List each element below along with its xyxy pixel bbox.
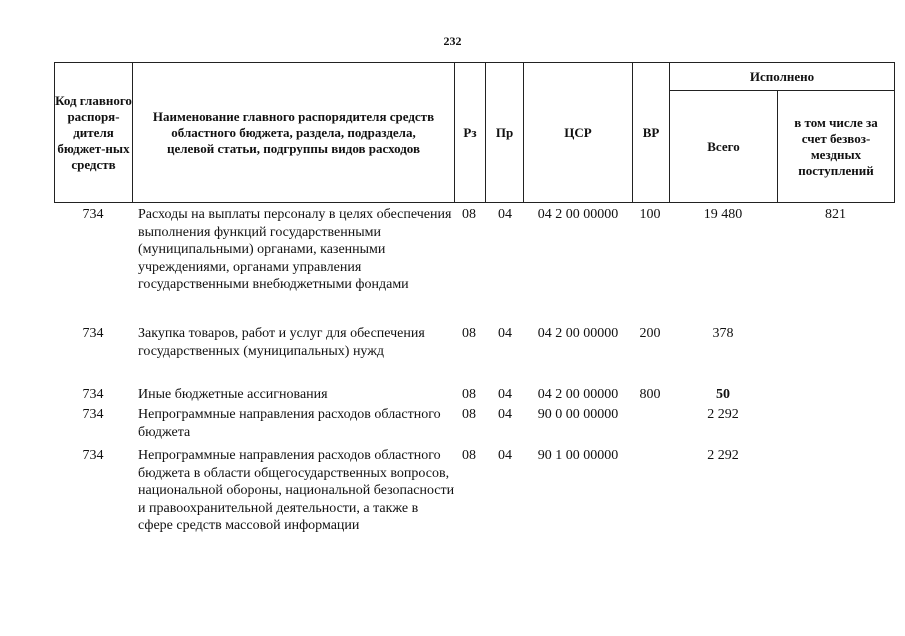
row-code: 734	[82, 326, 104, 341]
row-rz: 08	[462, 407, 476, 422]
row-total: 2 292	[707, 448, 739, 463]
header-rz: Рз	[455, 63, 486, 202]
row-vr: 800	[639, 387, 661, 402]
row-total: 19 480	[703, 207, 743, 222]
row-csr: 90 0 00 00000	[537, 407, 619, 422]
header-code: Код главного распоря-дителя бюджет-ных средств	[55, 63, 133, 202]
row-rz: 08	[462, 326, 476, 341]
row-pr: 04	[498, 326, 512, 341]
row-code: 734	[82, 387, 104, 402]
row-rz: 08	[462, 448, 476, 463]
row-pr: 04	[498, 387, 512, 402]
row-free: 821	[825, 207, 846, 222]
header-vr: ВР	[633, 63, 670, 202]
header-executed: Исполнено	[670, 63, 894, 91]
row-name: Расходы на выплаты персоналу в целях обеспечения выполнения функций государственными (муниципальными) органами, казенными учреждениями, органами управления государственными внебюджетными фондами	[138, 207, 452, 292]
row-csr: 04 2 00 00000	[537, 387, 619, 402]
header-name: Наименование главного распорядителя средств областного бюджета, раздела, подраздела, целевой статьи, подгруппы видов расходов	[133, 63, 455, 202]
row-pr: 04	[498, 207, 512, 222]
header-total: Всего	[670, 91, 778, 202]
row-code: 734	[82, 207, 104, 222]
row-name: Непрограммные направления расходов областного бюджета	[138, 407, 441, 440]
row-csr: 04 2 00 00000	[537, 326, 619, 341]
row-code: 734	[82, 407, 104, 422]
row-csr: 90 1 00 00000	[537, 448, 619, 463]
row-rz: 08	[462, 207, 476, 222]
row-name: Иные бюджетные ассигнования	[138, 387, 328, 402]
row-total: 378	[712, 326, 734, 341]
header-pr: Пр	[486, 63, 524, 202]
row-csr: 04 2 00 00000	[537, 207, 619, 222]
row-pr: 04	[498, 407, 512, 422]
row-rz: 08	[462, 387, 476, 402]
header-csr: ЦСР	[524, 63, 633, 202]
row-vr: 100	[639, 207, 661, 222]
row-total: 2 292	[707, 407, 739, 422]
row-name: Закупка товаров, работ и услуг для обеспечения государственных (муниципальных) нужд	[138, 326, 425, 359]
row-code: 734	[82, 448, 104, 463]
row-name: Непрограммные направления расходов областного бюджета в области общегосударственных вопросов, национальной обороны, национальной безопасности и правоохранительной деятельности, а также в сфере средств массовой информации	[138, 448, 455, 533]
page-number: 232	[443, 34, 462, 48]
header-free: в том числе за счет безвоз-мездных поступлений	[794, 114, 878, 178]
table-header	[54, 62, 895, 203]
row-pr: 04	[498, 448, 512, 463]
row-vr: 200	[639, 326, 661, 341]
row-total: 50	[716, 387, 730, 402]
